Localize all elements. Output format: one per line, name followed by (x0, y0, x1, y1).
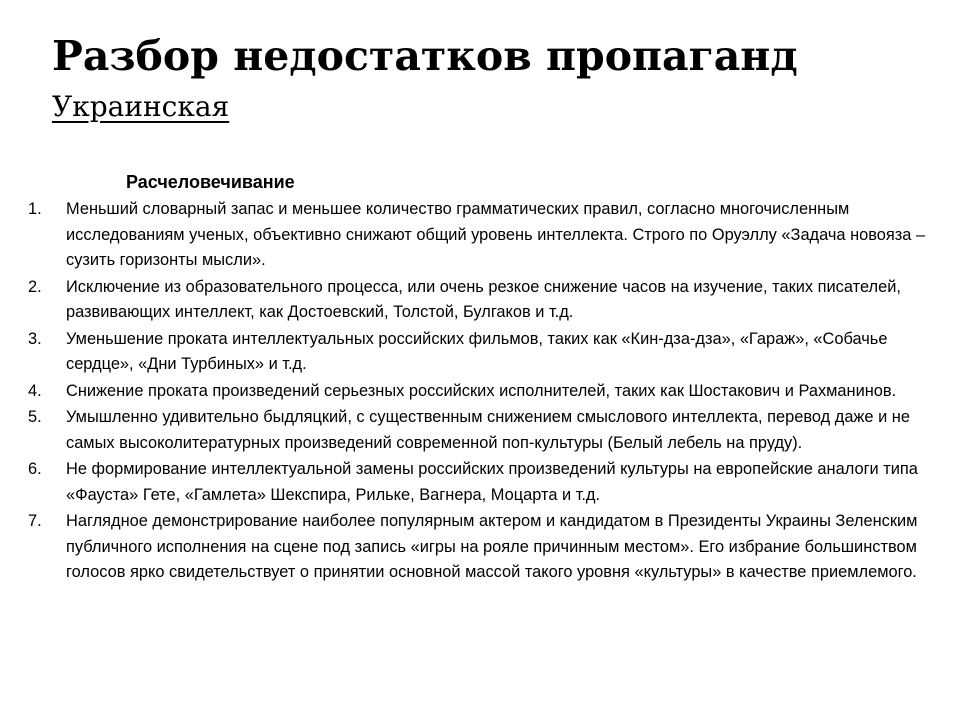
list-item-4 (0, 379, 945, 405)
list-item-number: 5. (28, 408, 42, 426)
list-item-text: Уменьшение проката интеллектуальных российских фильмов, таких как «Кин-дза-дза», «Гараж», «Собачье сердце», «Дни Турбиных» и т.д. (66, 329, 888, 373)
list-item-text: Меньший словарный запас и меньшее количество грамматических правил, согласно многочисленным исследованиям ученых, объективно снижают общий уровень интеллекта. Строго по Оруэллу «Задача новояза – сузить горизонты мысли». (66, 200, 926, 269)
list-item-text: Наглядное демонстрирование наиболее популярным актером и кандидатом в Президенты Украины Зеленским публичного исполнения на сцене под запись «игры на рояле причинным местом». Его избрание большинством голосов ярко свидетельствует о принятии основной массой такого уровня «культуры» в качестве приемлемого. (66, 512, 918, 581)
list-item-text: Умышленно удивительно быдляцкий, с существенным снижением смыслового интеллекта, перевод даже и не самых высоколитературных произведений современной поп-культуры (Белый лебель на пруду). (66, 408, 910, 452)
list-item-3 (0, 327, 945, 378)
list-item-number: 7. (28, 512, 42, 530)
list-item-text: Исключение из образовательного процесса, или очень резкое снижение часов на изучение, таких писателей, развивающих интеллект, как Достоевский, Толстой, Булгаков и т.д. (66, 277, 901, 321)
list-item-number: 1. (28, 200, 42, 218)
list-item-2 (0, 275, 945, 326)
list-item-number: 2. (28, 277, 42, 296)
list-item-7 (0, 509, 945, 586)
list-item-text: Не формирование интеллектуальной замены российских произведений культуры на европейские аналоги типа «Фауста» Гете, «Гамлета» Шекспира, Рильке, Вагнера, Моцарта и т.д. (66, 460, 918, 504)
list-item-6 (0, 457, 945, 508)
list-item-number: 6. (28, 460, 42, 478)
numbered-list (0, 197, 945, 587)
list-item-text: Снижение проката произведений серьезных российских исполнителей, таких как Шостакович и Рахманинов. (66, 381, 897, 400)
list-item-number: 3. (28, 329, 42, 348)
slide-subtitle: Украинская (52, 90, 230, 123)
list-item-1 (0, 197, 945, 274)
list-item-5 (0, 405, 945, 456)
slide-title: Разбор недостатков пропаганд (52, 32, 798, 80)
list-item-number: 4. (28, 381, 42, 400)
section-heading: Расчеловечивание (126, 172, 295, 192)
